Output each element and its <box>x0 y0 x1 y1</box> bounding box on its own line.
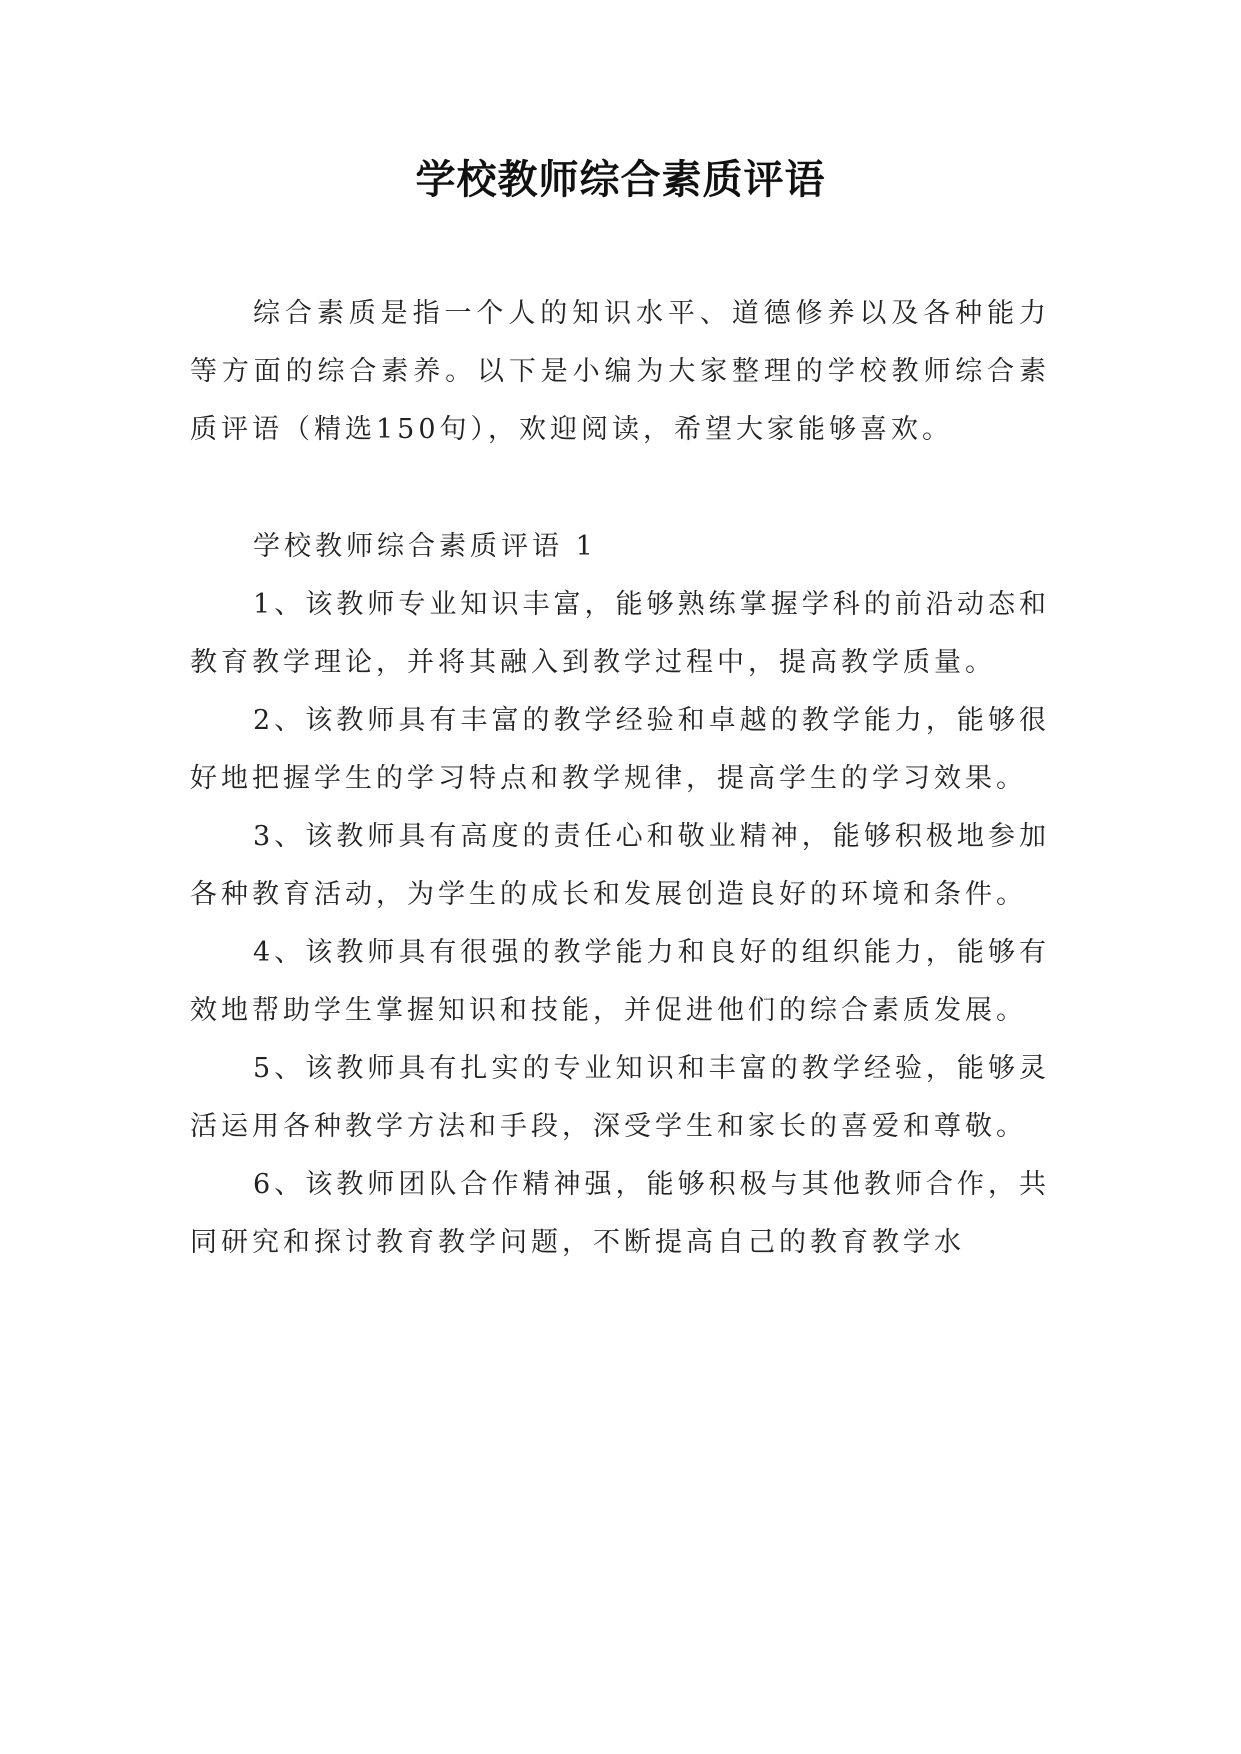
comment-item-2: 2、该教师具有丰富的教学经验和卓越的教学能力，能够很好地把握学生的学习特点和教学规律，提高学生的学习效果。 <box>190 705 1050 794</box>
comment-list <box>190 576 1050 1272</box>
comment-item-4: 4、该教师具有很强的教学能力和良好的组织能力，能够有效地帮助学生掌握知识和技能，并促进他们的综合素质发展。 <box>190 937 1050 1026</box>
comment-item-3: 3、该教师具有高度的责任心和敬业精神，能够积极地参加各种教育活动，为学生的成长和发展创造良好的环境和条件。 <box>190 821 1050 910</box>
comment-item-5: 5、该教师具有扎实的专业知识和丰富的教学经验，能够灵活运用各种教学方法和手段，深受学生和家长的喜爱和尊敬。 <box>190 1053 1050 1142</box>
document-title: 学校教师综合素质评语 <box>415 156 826 203</box>
comment-item-6: 6、该教师团队合作精神强，能够积极与其他教师合作，共同研究和探讨教育教学问题，不断提高自己的教育教学水 <box>190 1169 1050 1258</box>
section-heading: 学校教师综合素质评语 1 <box>253 531 597 562</box>
intro-paragraph: 综合素质是指一个人的知识水平、道德修养以及各种能力等方面的综合素养。以下是小编为大家整理的学校教师综合素质评语（精选150句），欢迎阅读，希望大家能够喜欢。 <box>190 298 1050 445</box>
comment-item-1: 1、该教师专业知识丰富，能够熟练掌握学科的前沿动态和教育教学理论，并将其融入到教学过程中，提高教学质量。 <box>190 589 1050 678</box>
